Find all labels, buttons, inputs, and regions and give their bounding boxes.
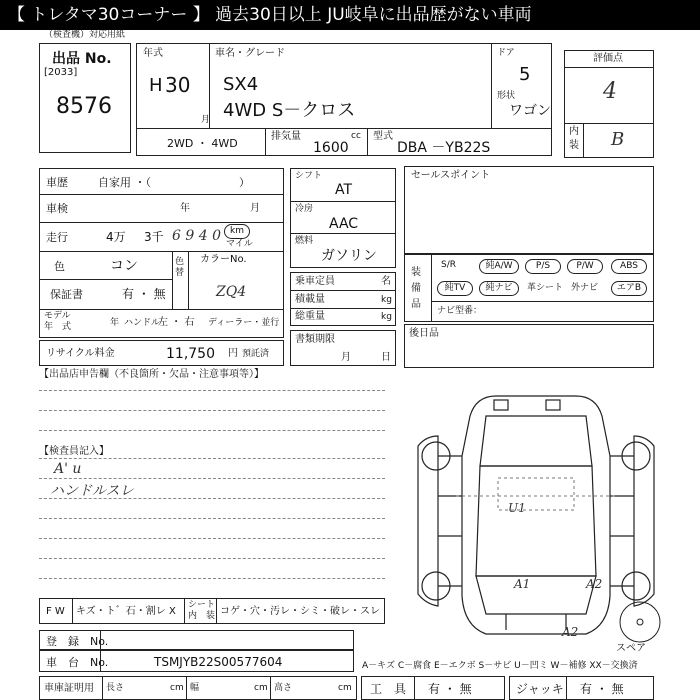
aircon-value: AAC xyxy=(329,216,359,232)
register-row xyxy=(39,630,354,650)
aircon-label: 冷房 xyxy=(295,204,314,214)
inspection-label: 車検 xyxy=(46,202,68,215)
capacity-box xyxy=(290,272,396,326)
cert-length-label: 長さ xyxy=(106,683,125,693)
equip-external-navi: 外ナビ xyxy=(571,283,599,293)
capacity-unit: 名 xyxy=(381,276,391,287)
doors-value: 5 xyxy=(519,64,531,85)
body-type-label: 形状 xyxy=(497,91,516,101)
jack-value: 有 ・ 無 xyxy=(580,682,624,696)
handle-value: 左 ・ 右 xyxy=(158,317,195,328)
displacement-unit: cc xyxy=(351,131,361,141)
model-grade: 4WD S－クロス xyxy=(223,100,356,121)
inspector-label: 【検査員記入】 xyxy=(39,446,109,457)
color-repaint-label: 色替 xyxy=(175,257,185,278)
equip-alloy-wheel: 純A/W xyxy=(479,259,519,274)
mileage-mile: マイル xyxy=(226,239,253,249)
color-no-label: カラーNo. xyxy=(200,254,247,265)
equip-nav-model-label: ナビ型番： xyxy=(437,306,483,316)
cert-width-unit: cm xyxy=(254,683,268,693)
gross-unit: kg xyxy=(381,312,392,322)
equip-airbag: エアB xyxy=(611,281,647,296)
shift-label: シフト xyxy=(295,171,323,181)
equip-navi: 純ナビ xyxy=(479,281,519,296)
year-value: 30 xyxy=(165,73,191,97)
year-month-unit: 月 xyxy=(201,115,211,125)
after-notes-box xyxy=(404,324,654,368)
banner-title: 【 トレタマ30コーナー 】 過去30日以上 JU岐阜に出品歴がない車両 xyxy=(0,0,700,30)
equipment-box xyxy=(404,254,654,322)
chassis-value: TSMJYB22S00577604 xyxy=(154,655,283,669)
damage-mark-a1: A1 xyxy=(514,577,531,591)
recycle-note: 預託済 xyxy=(242,349,270,359)
tools-row xyxy=(361,676,505,700)
interior-label-top: 内 xyxy=(569,126,579,137)
drive-row xyxy=(136,128,552,156)
shift-fuel-box xyxy=(290,168,396,268)
seat-label-bottom: 内 装 xyxy=(188,611,216,621)
spare-label: スペア xyxy=(616,643,646,654)
fuel-value: ガソリン xyxy=(321,248,377,264)
cert-height-label: 高さ xyxy=(274,683,293,693)
inspection-year-unit: 年 xyxy=(180,203,190,214)
mileage-man: 4万 xyxy=(106,230,126,244)
load-label: 積載量 xyxy=(295,294,325,305)
capacity-label: 乗車定員 xyxy=(295,276,335,287)
equip-power-window: P/W xyxy=(567,259,603,274)
mileage-label: 走行 xyxy=(46,231,68,244)
seat-label-top: シート xyxy=(188,600,216,610)
subtitle: （検査機）対応用紙 xyxy=(44,30,126,40)
equip-sr: S/R xyxy=(441,260,456,270)
sales-point-label: セールスポイント xyxy=(411,170,491,181)
history-value: 自家用 ・（ ） xyxy=(98,176,250,189)
after-notes-label: 後日品 xyxy=(409,328,439,339)
year-label: 年式 xyxy=(143,48,163,59)
inspector-note-2: ハンドルスレ xyxy=(50,483,134,499)
mileage-hand: 6 9 4 0 xyxy=(172,228,221,244)
registration-month-unit: 月 xyxy=(341,352,351,363)
model-year-year-unit: 年 xyxy=(110,318,120,328)
displacement-value: 1600 xyxy=(313,140,349,156)
doors-label: ドア xyxy=(497,48,515,58)
fuel-label: 燃料 xyxy=(295,236,314,246)
seller-report-label: 【出品店申告欄（不良箇所・欠品・注意事項等）】 xyxy=(39,369,264,380)
drive-text: 2WD ・ 4WD xyxy=(167,137,238,150)
jack-row xyxy=(509,676,654,700)
history-label: 車歴 xyxy=(46,176,68,189)
cert-length-unit: cm xyxy=(170,683,184,693)
model-year-label-top: モデル xyxy=(44,311,71,321)
equipment-label: 装備品 xyxy=(411,267,421,310)
registration-day-unit: 日 xyxy=(381,352,391,363)
equip-power-steering: P/S xyxy=(525,259,561,274)
chassis-label: 車 台 No. xyxy=(46,656,109,669)
recycle-value: 11,750 xyxy=(166,346,215,362)
lot-small: [2033] xyxy=(44,67,78,78)
inspection-month-unit: 月 xyxy=(250,203,260,214)
year-era: H xyxy=(149,75,163,96)
certificate-label: 車庫証明用 xyxy=(44,683,94,694)
model-label: 車名・グレード xyxy=(215,48,285,59)
dealer-label: ディーラー・並行 xyxy=(208,318,280,328)
certificate-row xyxy=(39,676,357,700)
shift-value: AT xyxy=(335,182,353,198)
registration-limit-box xyxy=(290,330,396,366)
interior-value: B xyxy=(611,129,625,150)
color-label: 色 xyxy=(54,260,65,273)
equip-leather-seat: 革シート xyxy=(527,283,564,293)
gross-label: 総重量 xyxy=(295,311,325,322)
tools-value: 有 ・ 無 xyxy=(428,682,472,696)
damage-mark-u1: U1 xyxy=(508,501,526,515)
damage-legend: A－キズ C－腐食 E－エクボ S－サビ U－凹ミ W－補修 XX－交換済 xyxy=(362,661,638,671)
recycle-unit: 円 xyxy=(228,348,238,359)
equip-tv: 純TV xyxy=(437,281,473,296)
model-name: SX4 xyxy=(223,74,259,95)
equip-abs: ABS xyxy=(611,259,647,274)
tools-label: 工 具 xyxy=(370,682,407,696)
handle-label: ハンドル xyxy=(124,318,161,328)
cert-height-unit: cm xyxy=(338,683,352,693)
warranty-value: 有 ・ 無 xyxy=(122,287,166,301)
load-unit: kg xyxy=(381,295,392,305)
body-type-value: ワゴン xyxy=(509,103,551,119)
score-value: 4 xyxy=(603,79,617,104)
car-damage-diagram xyxy=(396,386,676,656)
mileage-sen: 3千 xyxy=(144,230,164,244)
recycle-row xyxy=(39,340,284,366)
cert-width-label: 幅 xyxy=(190,683,200,693)
model-code-label: 型式 xyxy=(373,131,393,142)
fw-row xyxy=(39,598,385,624)
score-box xyxy=(564,50,654,158)
warranty-label: 保証書 xyxy=(50,288,83,301)
color-no-value: ZQ4 xyxy=(216,284,247,300)
damage-mark-a2-rear: A2 xyxy=(562,625,579,639)
registration-limit-label: 書類期限 xyxy=(295,334,335,345)
jack-label: ジャッキ xyxy=(516,682,564,696)
fw-label: F W xyxy=(46,606,65,617)
interior-label-bottom: 装 xyxy=(569,140,579,151)
register-label: 登 録 No. xyxy=(46,635,109,648)
sales-point-box xyxy=(404,166,654,254)
model-code-value: DBA －YB22S xyxy=(397,140,491,156)
score-label: 評価点 xyxy=(593,53,623,64)
model-year-label-bottom: 年 式 xyxy=(44,322,72,332)
fw-text: キズ・ト゛石・割レ X xyxy=(76,606,176,617)
top-info-box xyxy=(136,43,552,129)
recycle-label: リサイクル料金 xyxy=(46,348,115,359)
lot-number: 8576 xyxy=(56,94,112,119)
color-value: コン xyxy=(110,258,138,274)
mileage-km-circle: km xyxy=(224,224,250,239)
lot-box xyxy=(39,43,131,153)
chassis-row xyxy=(39,650,354,672)
vehicle-detail-box xyxy=(39,168,284,338)
displacement-label: 排気量 xyxy=(271,131,301,142)
seat-text: コゲ・穴・汚レ・シミ・破レ・スレ xyxy=(220,606,380,617)
lot-label: 出品 No. xyxy=(52,51,112,67)
inspector-note-1: A' u xyxy=(54,461,82,477)
damage-mark-a2-right: A2 xyxy=(586,577,603,591)
